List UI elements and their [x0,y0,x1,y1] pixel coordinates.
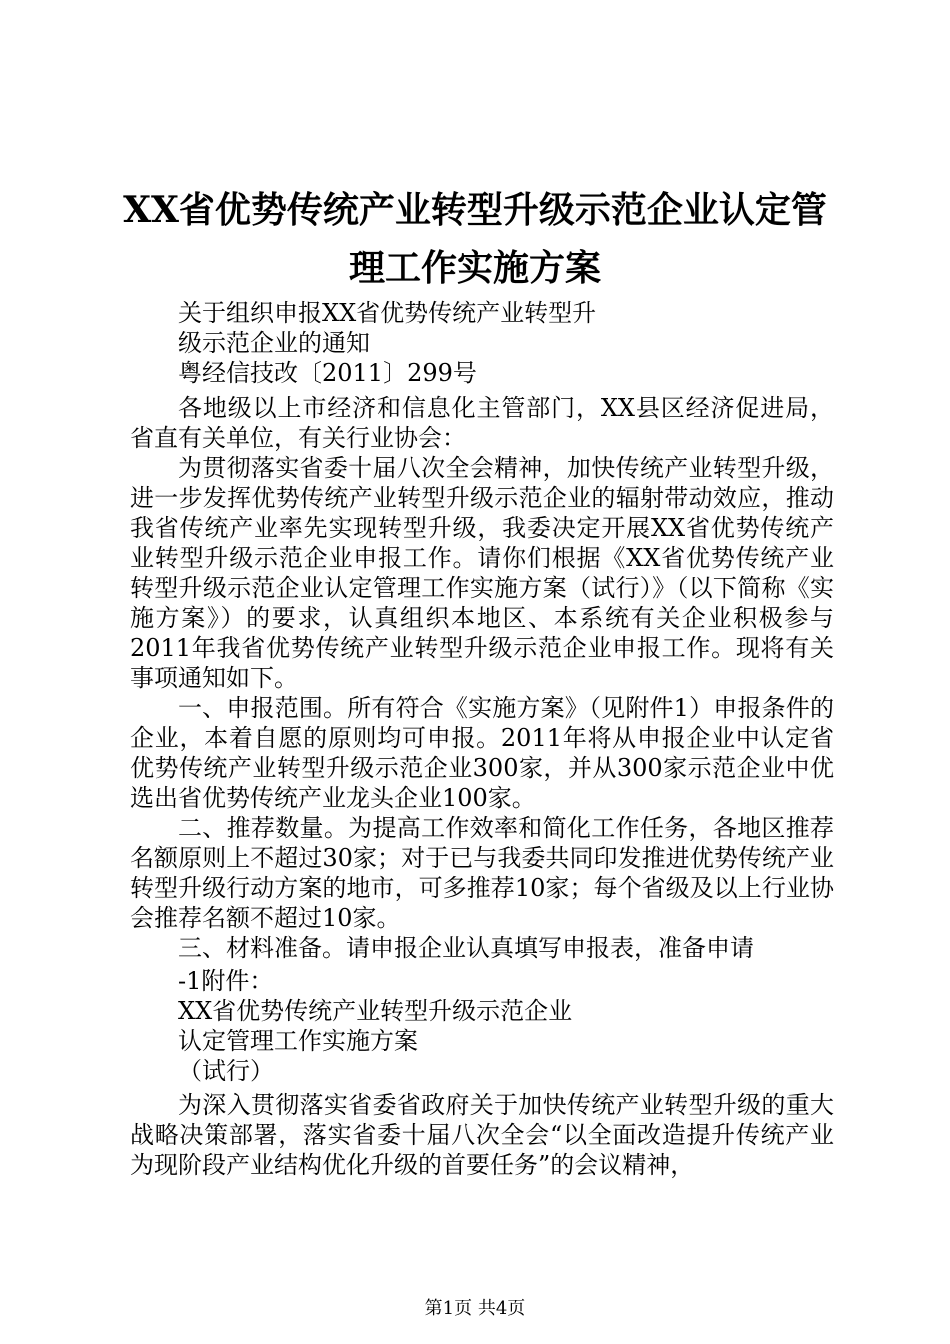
notice-intro-paragraph: 为贯彻落实省委十届八次全会精神，加快传统产业转型升级，进一步发挥优势传统产业转型升级示范企业的辐射带动效应，推动我省传统产业率先实现转型升级，我委决定开展XX省优势传统产业转型升级示范企业申报工作。请你们根据《XX省优势传统产业转型升级示范企业认定管理工作实施方案（试行）》（以下简称《实施方案》）的要求，认真组织本地区、本系统有关企业积极参与2011年我省优势传统产业转型升级示范企业申报工作。现将有关事项通知如下。 [130,454,834,692]
notice-section-3: 三、材料准备。请申报企业认真填写申报表，准备申请 [178,934,754,962]
page-footer: 第1页 共4页 [424,1298,526,1319]
notice-recipients: 各地级以上市经济和信息化主管部门，XX县区经济促进局，省直有关单位，有关行业协会： [130,394,834,452]
notice-section-2: 二、推荐数量。为提高工作效率和简化工作任务，各地区推荐名额原则上不超过30家；对于已与我委共同印发推进优势传统产业转型升级行动方案的地市，可多推荐10家；每个省级及以上行业协会推荐名额不超过10家。 [130,814,834,932]
document-title-line-2: 理工作实施方案 [348,247,601,289]
document-title-line-1: XX省优势传统产业转型升级示范企业认定管 [123,189,827,231]
attachment-title-line-2: 认定管理工作实施方案 [178,1027,418,1055]
notice-doc-number: 粤经信技改〔2011〕299号 [178,359,477,387]
attachment-title-line-1: XX省优势传统产业转型升级示范企业 [178,997,573,1025]
notice-heading-line-2: 级示范企业的通知 [178,329,370,357]
attachment-body-paragraph: 为深入贯彻落实省委省政府关于加快传统产业转型升级的重大战略决策部署，落实省委十届八次全会“以全面改造提升传统产业为现阶段产业结构优化升级的首要任务”的会议精神， [130,1091,834,1179]
notice-section-1: 一、申报范围。所有符合《实施方案》（见附件1）申报条件的企业，本着自愿的原则均可申报。2011年将从申报企业中认定省优势传统产业转型升级示范企业300家，并从300家示范企业中优选出省优势传统产业龙头企业100家。 [130,694,834,812]
notice-heading-line-1: 关于组织申报XX省优势传统产业转型升 [178,299,597,327]
attachment-trial-note: （试行） [178,1057,274,1085]
attachment-label: -1附件： [178,967,274,995]
